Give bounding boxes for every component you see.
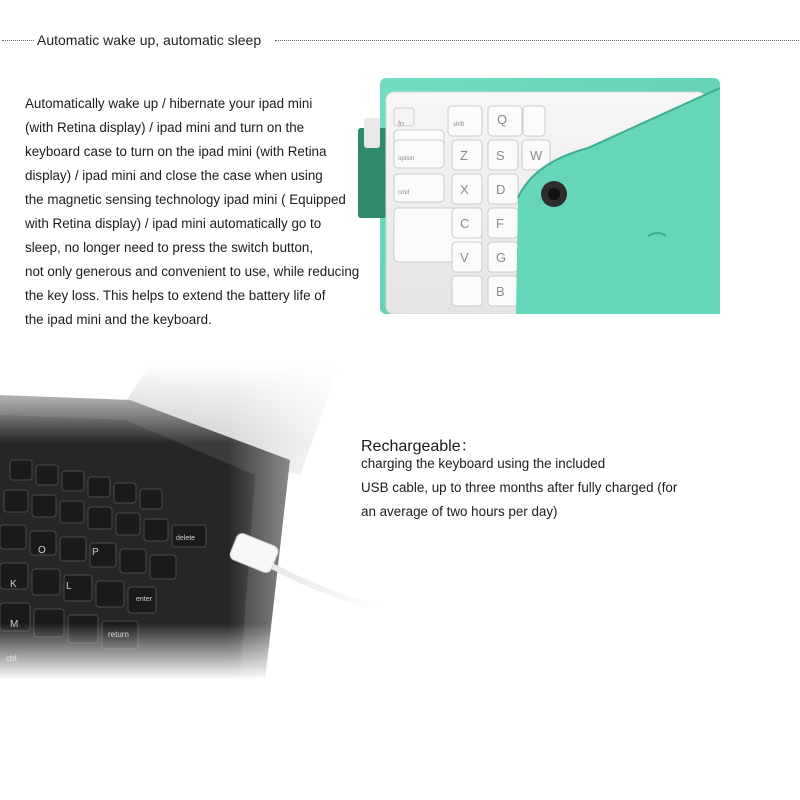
key-s: S (496, 148, 505, 163)
key-w: W (530, 148, 543, 163)
description-line: the magnetic sensing technology ipad mini ( Equipped (25, 192, 346, 207)
description-line: the key loss. This helps to extend the battery life of (25, 288, 326, 303)
recharge-line: an average of two hours per day) (361, 504, 558, 519)
recharge-line: charging the keyboard using the included (361, 456, 606, 471)
description-line: Automatically wake up / hibernate your ipad mini (25, 96, 313, 111)
description-line: not only generous and convenient to use, while reducing (25, 264, 360, 279)
section-header (0, 30, 800, 52)
key-g: G (496, 250, 507, 265)
key-shift: shift (453, 122, 465, 128)
key-x: X (460, 182, 469, 197)
recharge-description (361, 452, 761, 524)
description-line: display) / ipad mini and close the case when using (25, 168, 323, 183)
key-f: F (496, 216, 504, 231)
key-z: Z (460, 148, 468, 163)
dotted-rule-right (275, 40, 799, 41)
key-b: B (496, 284, 505, 299)
key-cmd: cmd (398, 190, 410, 196)
key-fn: fn (398, 121, 404, 128)
description-line: keyboard case to turn on the ipad mini (with Retina (25, 144, 327, 159)
key-option: option (398, 156, 415, 162)
black-keyboard-usb-photo (0, 365, 380, 680)
description-line: sleep, no longer need to press the switch button, (25, 240, 314, 255)
key-d: D (496, 182, 506, 197)
dotted-rule-left (2, 40, 34, 41)
case-hinge-cap (364, 118, 380, 148)
wake-sleep-description (25, 92, 377, 332)
description-line: (with Retina display) / ipad mini and turn on the (25, 120, 305, 135)
description-line: with Retina display) / ipad mini automatically go to (25, 216, 322, 231)
key-v: V (460, 250, 469, 265)
teal-keyboard-case-photo (358, 78, 720, 314)
recharge-title: Rechargeable： (361, 438, 477, 455)
key-c: C (460, 216, 470, 231)
description-line: the ipad mini and the keyboard. (25, 312, 212, 327)
section-title: Automatic wake up, automatic sleep (37, 32, 262, 48)
key-q: Q (497, 112, 508, 127)
recharge-line: USB cable, up to three months after fully charged (for (361, 480, 678, 495)
